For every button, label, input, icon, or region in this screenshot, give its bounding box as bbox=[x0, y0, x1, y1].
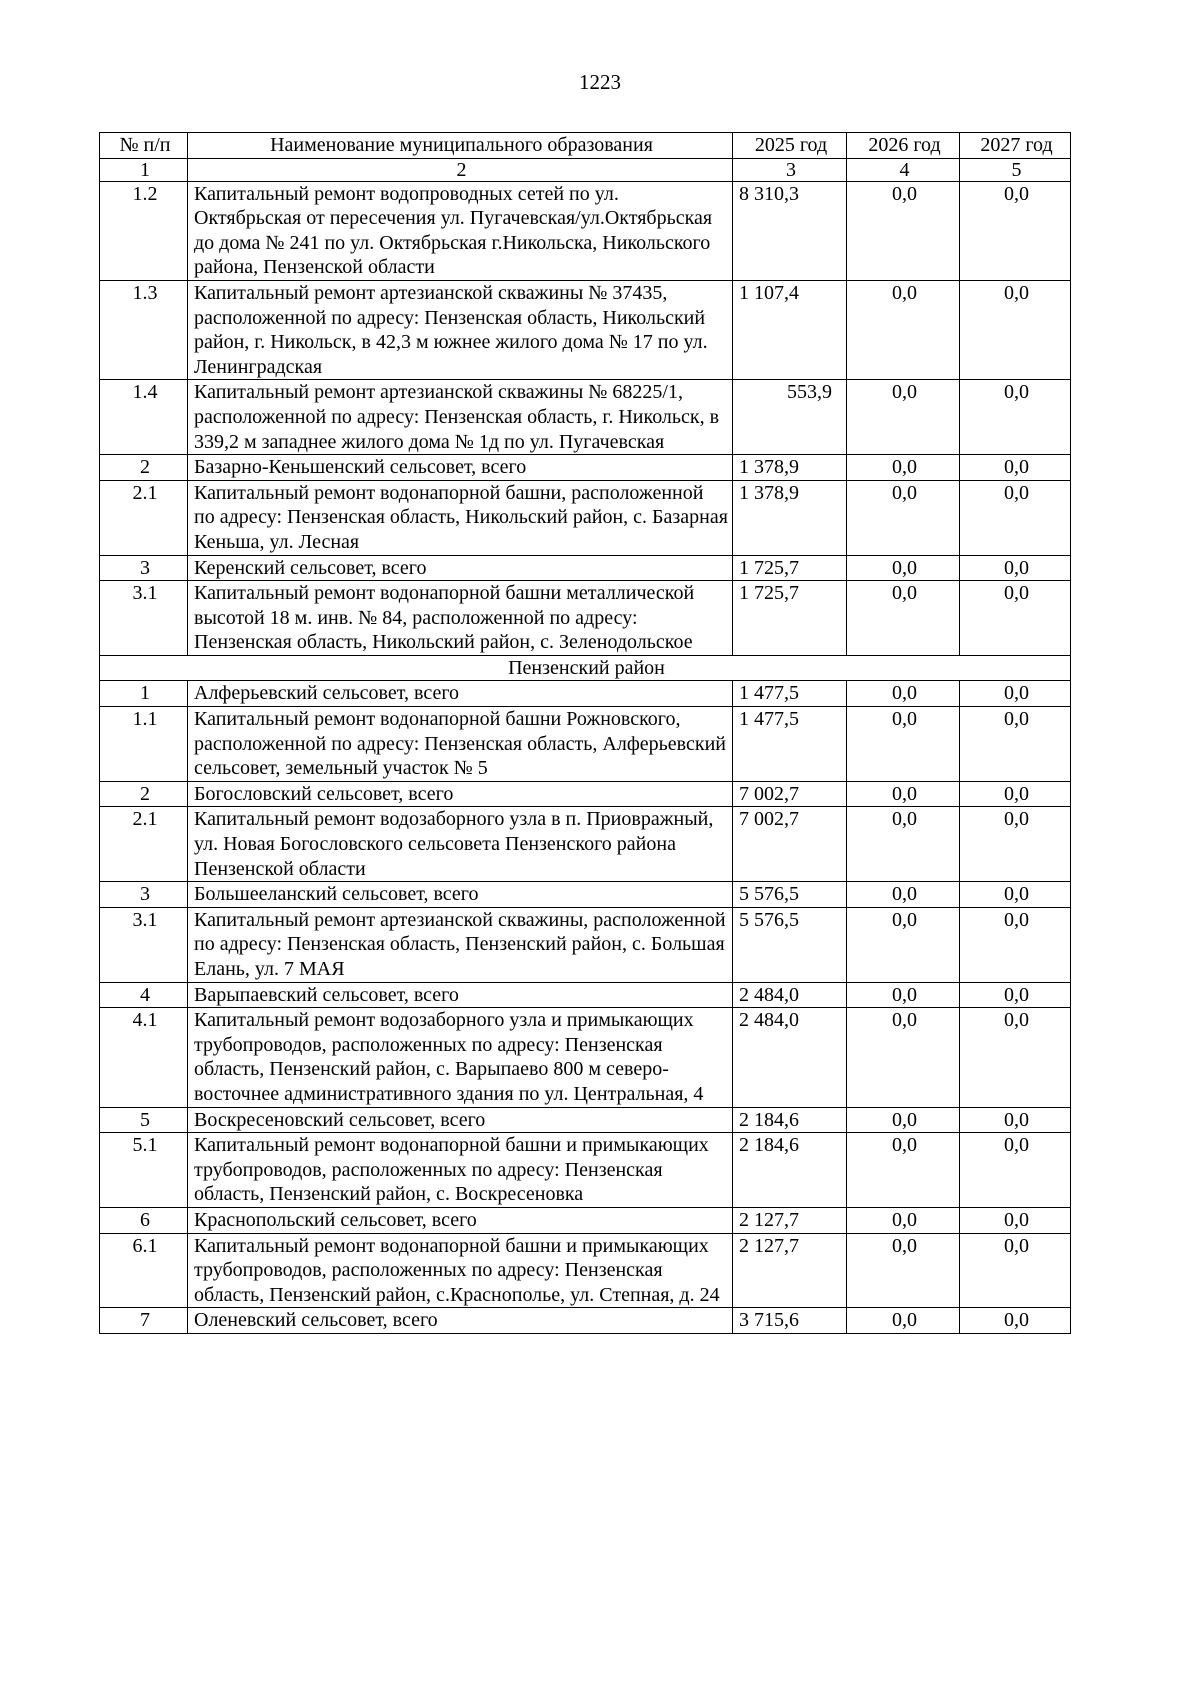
table-row bbox=[100, 982, 1071, 1008]
row-number: 1.4 bbox=[100, 380, 188, 455]
value-2027: 0,0 bbox=[960, 1133, 1071, 1208]
value-2025: 2 484,0 bbox=[733, 982, 847, 1008]
row-name: Капитальный ремонт водозаборного узла в п. Приовражный, ул. Новая Богословского сельсовета Пензенского района Пензенской области bbox=[188, 807, 733, 882]
value-2027: 0,0 bbox=[960, 1008, 1071, 1107]
value-2025: 3 715,6 bbox=[733, 1308, 847, 1334]
value-2027: 0,0 bbox=[960, 1233, 1071, 1308]
value-2025: 7 002,7 bbox=[733, 807, 847, 882]
row-number: 6.1 bbox=[100, 1233, 188, 1308]
row-number: 2.1 bbox=[100, 480, 188, 555]
row-name: Капитальный ремонт водонапорной башни и примыкающих трубопроводов, расположенных по адресу: Пензенская область, Пензенский район, с.Краснополье, ул. Степная, д. 24 bbox=[188, 1233, 733, 1308]
table-row bbox=[100, 1107, 1071, 1133]
header-2026: 2026 год bbox=[847, 133, 960, 159]
value-2026: 0,0 bbox=[847, 1133, 960, 1208]
row-number: 1.2 bbox=[100, 181, 188, 280]
value-2027: 0,0 bbox=[960, 1107, 1071, 1133]
value-2026: 0,0 bbox=[847, 1207, 960, 1233]
table-row bbox=[100, 907, 1071, 982]
table-row bbox=[100, 280, 1071, 379]
row-name: Алферьевский сельсовет, всего bbox=[188, 681, 733, 707]
value-2025: 2 127,7 bbox=[733, 1207, 847, 1233]
value-2025: 5 576,5 bbox=[733, 882, 847, 908]
value-2026: 0,0 bbox=[847, 1308, 960, 1334]
header-name: Наименование муниципального образования bbox=[188, 133, 733, 159]
row-name: Капитальный ремонт водонапорной башни и примыкающих трубопроводов, расположенных по адресу: Пензенская область, Пензенский район, с. Воскресеновка bbox=[188, 1133, 733, 1208]
row-number: 1.3 bbox=[100, 280, 188, 379]
value-2026: 0,0 bbox=[847, 1008, 960, 1107]
value-2025: 1 725,7 bbox=[733, 555, 847, 581]
value-2027: 0,0 bbox=[960, 455, 1071, 481]
column-index: 1 bbox=[100, 158, 188, 181]
row-name: Капитальный ремонт водонапорной башни, расположенной по адресу: Пензенская область, Никольский район, с. Базарная Кеньша, ул. Лесная bbox=[188, 480, 733, 555]
value-2026: 0,0 bbox=[847, 781, 960, 807]
row-name: Капитальный ремонт артезианской скважины № 37435, расположенной по адресу: Пензенская область, Никольский район, г. Никольск, в 42,3 м южнее жилого дома № 17 по ул. Ленинградская bbox=[188, 280, 733, 379]
value-2026: 0,0 bbox=[847, 907, 960, 982]
value-2025: 1 107,4 bbox=[733, 280, 847, 379]
table-row bbox=[100, 1308, 1071, 1334]
value-2025: 1 378,9 bbox=[733, 480, 847, 555]
table-body bbox=[100, 181, 1071, 1333]
value-2027: 0,0 bbox=[960, 581, 1071, 656]
table-header-row bbox=[100, 133, 1071, 159]
value-2025: 1 477,5 bbox=[733, 707, 847, 782]
row-name: Варыпаевский сельсовет, всего bbox=[188, 982, 733, 1008]
table-row bbox=[100, 1008, 1071, 1107]
row-number: 2.1 bbox=[100, 807, 188, 882]
value-2027: 0,0 bbox=[960, 555, 1071, 581]
value-2026: 0,0 bbox=[847, 181, 960, 280]
value-2026: 0,0 bbox=[847, 807, 960, 882]
value-2026: 0,0 bbox=[847, 882, 960, 908]
value-2026: 0,0 bbox=[847, 480, 960, 555]
table-row bbox=[100, 807, 1071, 882]
section-row bbox=[100, 655, 1071, 681]
row-number: 3.1 bbox=[100, 581, 188, 656]
row-name: Керенский сельсовет, всего bbox=[188, 555, 733, 581]
row-name: Капитальный ремонт водонапорной башни Рожновского, расположенной по адресу: Пензенская область, Алферьевский сельсовет, земельный участок № 5 bbox=[188, 707, 733, 782]
value-2026: 0,0 bbox=[847, 280, 960, 379]
value-2026: 0,0 bbox=[847, 581, 960, 656]
value-2025: 2 184,6 bbox=[733, 1107, 847, 1133]
row-number: 2 bbox=[100, 455, 188, 481]
column-index: 4 bbox=[847, 158, 960, 181]
value-2027: 0,0 bbox=[960, 280, 1071, 379]
value-2025: 7 002,7 bbox=[733, 781, 847, 807]
value-2027: 0,0 bbox=[960, 480, 1071, 555]
row-number: 5.1 bbox=[100, 1133, 188, 1208]
value-2026: 0,0 bbox=[847, 555, 960, 581]
value-2027: 0,0 bbox=[960, 707, 1071, 782]
row-number: 2 bbox=[100, 781, 188, 807]
table-row bbox=[100, 480, 1071, 555]
value-2027: 0,0 bbox=[960, 907, 1071, 982]
row-number: 1 bbox=[100, 681, 188, 707]
row-name: Капитальный ремонт артезианской скважины № 68225/1, расположенной по адресу: Пензенская область, г. Никольск, в 339,2 м западнее жилого дома № 1д по ул. Пугачевская bbox=[188, 380, 733, 455]
header-number: № п/п bbox=[100, 133, 188, 159]
row-number: 3.1 bbox=[100, 907, 188, 982]
column-index: 5 bbox=[960, 158, 1071, 181]
row-name: Краснопольский сельсовет, всего bbox=[188, 1207, 733, 1233]
row-name: Капитальный ремонт артезианской скважины, расположенной по адресу: Пензенская область, Пензенский район, с. Большая Елань, ул. 7 МАЯ bbox=[188, 907, 733, 982]
value-2027: 0,0 bbox=[960, 982, 1071, 1008]
row-number: 6 bbox=[100, 1207, 188, 1233]
row-name: Капитальный ремонт водозаборного узла и примыкающих трубопроводов, расположенных по адресу: Пензенская область, Пензенский район, с. Варыпаево 800 м северо-восточнее административного здания по ул. Центральная, 4 bbox=[188, 1008, 733, 1107]
section-title: Пензенский район bbox=[100, 655, 1071, 681]
row-name: Большееланский сельсовет, всего bbox=[188, 882, 733, 908]
table-row bbox=[100, 555, 1071, 581]
value-2027: 0,0 bbox=[960, 681, 1071, 707]
table-row bbox=[100, 1207, 1071, 1233]
row-number: 4.1 bbox=[100, 1008, 188, 1107]
value-2025: 2 484,0 bbox=[733, 1008, 847, 1107]
table-row bbox=[100, 882, 1071, 908]
table-row bbox=[100, 581, 1071, 656]
value-2027: 0,0 bbox=[960, 1207, 1071, 1233]
table-row bbox=[100, 681, 1071, 707]
row-name: Базарно-Кеньшенский сельсовет, всего bbox=[188, 455, 733, 481]
table-row bbox=[100, 181, 1071, 280]
row-name: Воскресеновский сельсовет, всего bbox=[188, 1107, 733, 1133]
row-number: 5 bbox=[100, 1107, 188, 1133]
value-2025: 2 127,7 bbox=[733, 1233, 847, 1308]
row-name: Капитальный ремонт водопроводных сетей по ул. Октябрьская от пересечения ул. Пугачевская/ул.Октябрьская до дома № 241 по ул. Октябрьская г.Никольска, Никольского района, Пензенской области bbox=[188, 181, 733, 280]
table-row bbox=[100, 455, 1071, 481]
value-2025: 8 310,3 bbox=[733, 181, 847, 280]
row-name: Оленевский сельсовет, всего bbox=[188, 1308, 733, 1334]
row-number: 1.1 bbox=[100, 707, 188, 782]
value-2026: 0,0 bbox=[847, 1107, 960, 1133]
financing-table bbox=[99, 132, 1071, 1334]
row-number: 3 bbox=[100, 555, 188, 581]
row-name: Богословский сельсовет, всего bbox=[188, 781, 733, 807]
value-2027: 0,0 bbox=[960, 882, 1071, 908]
table-row bbox=[100, 1233, 1071, 1308]
value-2025: 1 477,5 bbox=[733, 681, 847, 707]
value-2027: 0,0 bbox=[960, 1308, 1071, 1334]
value-2027: 0,0 bbox=[960, 181, 1071, 280]
row-number: 4 bbox=[100, 982, 188, 1008]
row-name: Капитальный ремонт водонапорной башни металлической высотой 18 м. инв. № 84, расположенной по адресу: Пензенская область, Никольский район, с. Зеленодольское bbox=[188, 581, 733, 656]
value-2027: 0,0 bbox=[960, 380, 1071, 455]
value-2025: 1 725,7 bbox=[733, 581, 847, 656]
table-row bbox=[100, 1133, 1071, 1208]
value-2027: 0,0 bbox=[960, 781, 1071, 807]
value-2026: 0,0 bbox=[847, 982, 960, 1008]
column-index-row bbox=[100, 158, 1071, 181]
column-index: 2 bbox=[188, 158, 733, 181]
value-2026: 0,0 bbox=[847, 681, 960, 707]
header-2025: 2025 год bbox=[733, 133, 847, 159]
value-2026: 0,0 bbox=[847, 707, 960, 782]
row-number: 7 bbox=[100, 1308, 188, 1334]
value-2026: 0,0 bbox=[847, 455, 960, 481]
value-2025: 5 576,5 bbox=[733, 907, 847, 982]
page-number: 1223 bbox=[579, 70, 621, 94]
table-row bbox=[100, 707, 1071, 782]
value-2026: 0,0 bbox=[847, 1233, 960, 1308]
value-2025: 2 184,6 bbox=[733, 1133, 847, 1208]
value-2025: 1 378,9 bbox=[733, 455, 847, 481]
value-2025: 553,9 bbox=[733, 380, 847, 455]
column-index: 3 bbox=[733, 158, 847, 181]
table-row bbox=[100, 781, 1071, 807]
header-2027: 2027 год bbox=[960, 133, 1071, 159]
value-2026: 0,0 bbox=[847, 380, 960, 455]
value-2027: 0,0 bbox=[960, 807, 1071, 882]
row-number: 3 bbox=[100, 882, 188, 908]
table-row bbox=[100, 380, 1071, 455]
